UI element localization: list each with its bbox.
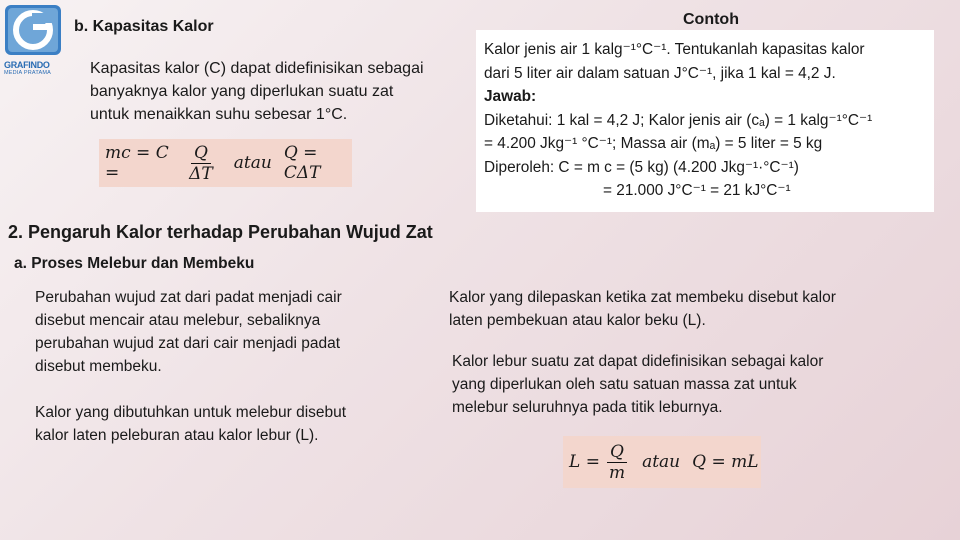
paragraph-line: Perubahan wujud zat dari padat menjadi cair xyxy=(35,289,342,306)
formula-numerator: Q xyxy=(607,442,627,463)
paragraph-line: yang diperlukan oleh satu satuan massa zat untuk xyxy=(452,376,797,393)
contoh-line: dari 5 liter air dalam satuan J°C⁻¹, jika 1 kal = 4,2 J. xyxy=(484,64,836,82)
contoh-box xyxy=(476,30,934,212)
formula-connector: atau xyxy=(642,452,681,472)
paragraph-line: laten pembekuan atau kalor beku (L). xyxy=(449,312,706,329)
grafindo-logo-icon xyxy=(4,4,62,56)
contoh-line: Kalor jenis air 1 kalg⁻¹°C⁻¹. Tentukanlah kapasitas kalor xyxy=(484,41,865,58)
paragraph-line: Kalor yang dilepaskan ketika zat membeku disebut kalor xyxy=(449,289,836,306)
definition-line: Kapasitas kalor (C) dapat didefinisikan sebagai xyxy=(90,60,424,77)
paragraph-line: melebur seluruhnya pada titik leburnya. xyxy=(452,399,723,416)
logo-subtitle: MEDIA PRATAMA xyxy=(4,70,52,76)
paragraph-line: disebut mencair atau melebur, sebaliknya xyxy=(35,312,321,329)
formula-fraction xyxy=(186,143,216,184)
contoh-content xyxy=(484,38,930,203)
formula-denominator: ΔT xyxy=(189,163,213,184)
paragraph-line: perubahan wujud zat dari cair menjadi padat xyxy=(35,335,341,352)
formula-fraction xyxy=(606,442,628,483)
formula-rhs: Q = CΔT xyxy=(283,143,321,183)
kapasitas-definition xyxy=(90,57,424,126)
publisher-logo xyxy=(4,4,66,76)
formula-lhs: L = xyxy=(569,452,600,472)
section-subtitle: a. Proses Melebur dan Membeku xyxy=(14,255,255,272)
lebur-formula xyxy=(563,436,761,488)
logo-name: GRAFINDO xyxy=(4,60,50,70)
contoh-line: Diperoleh: C = m c = (5 kg) (4.200 Jkg⁻¹·°C⁻¹) xyxy=(484,158,799,176)
paragraph-line: disebut membeku. xyxy=(35,358,162,375)
contoh-result: = 21.000 J°C⁻¹ = 21 kJ°C⁻¹ xyxy=(603,182,791,199)
formula-numerator: Q xyxy=(191,143,211,164)
kapasitas-formula xyxy=(99,139,352,187)
contoh-line: = 4.200 Jkg⁻¹ °C⁻¹; Massa air (mₐ) = 5 liter = 5 kg xyxy=(484,135,823,152)
definition-line: untuk menaikkan suhu sebesar 1°C. xyxy=(90,106,348,123)
right-paragraph-1 xyxy=(449,286,836,332)
paragraph-line: Kalor lebur suatu zat dapat didefinisikan sebagai kalor xyxy=(452,353,824,370)
left-paragraph-2 xyxy=(35,401,346,447)
section-title: 2. Pengaruh Kalor terhadap Perubahan Wujud Zat xyxy=(8,222,433,242)
formula-lhs: mc = C = xyxy=(105,143,169,183)
contoh-answer-label: Jawab: xyxy=(484,88,537,105)
contoh-line: Diketahui: 1 kal = 4,2 J; Kalor jenis air (cₐ) = 1 kalg⁻¹°C⁻¹ xyxy=(484,111,873,129)
left-paragraph-1 xyxy=(35,286,342,378)
paragraph-line: Kalor yang dibutuhkan untuk melebur disebut xyxy=(35,404,347,421)
formula-rhs: Q = mL xyxy=(692,452,759,472)
formula-denominator: m xyxy=(608,462,626,483)
paragraph-line: kalor laten peleburan atau kalor lebur (L). xyxy=(35,427,319,444)
contoh-heading: Contoh xyxy=(683,11,739,28)
right-paragraph-2 xyxy=(452,350,823,419)
definition-line: banyaknya kalor yang diperlukan suatu zat xyxy=(90,83,394,100)
kapasitas-heading: b. Kapasitas Kalor xyxy=(74,18,214,35)
formula-connector: atau xyxy=(233,153,272,173)
